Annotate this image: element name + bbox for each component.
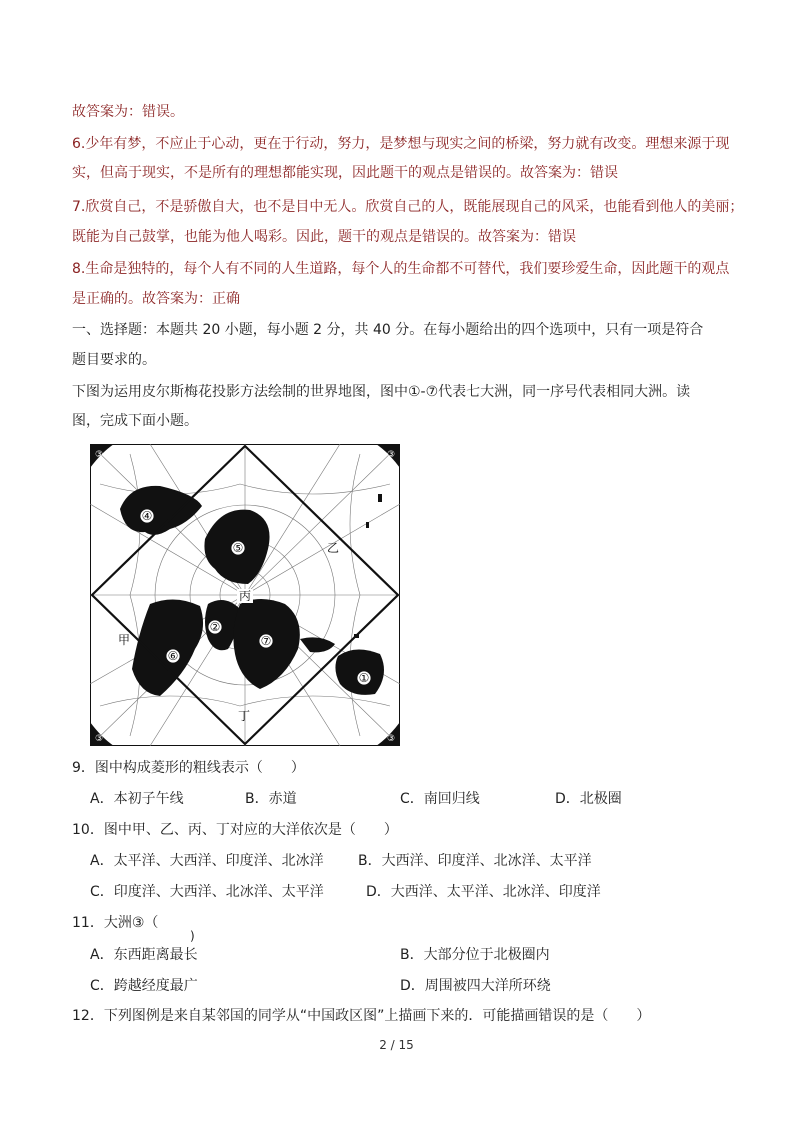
continent-label-5: ⑤ [232, 541, 244, 555]
continent-label-3-tr: ③ [386, 450, 396, 460]
continent-label-7: ⑦ [260, 634, 272, 648]
continent-label-3-br: ③ [386, 734, 396, 744]
world-map-figure [90, 444, 400, 746]
continent-label-3-bl: ③ [94, 734, 104, 744]
continent-label-2: ② [209, 620, 221, 634]
question-12-stem: 12．下列图例是来自某邻国的同学从“中国政区图”上描画下来的．可能描画错误的是（ ） [72, 1008, 651, 1024]
continent-label-3-tl: ③ [94, 450, 104, 460]
answer-line-0: 故答案为：错误。 [72, 104, 184, 120]
question-11-stem: 11．大洲③（ [72, 915, 159, 931]
q9-option-b[interactable]: B．赤道 [245, 791, 297, 807]
q10-option-b[interactable]: B．大西洋、印度洋、北冰洋、太平洋 [358, 853, 592, 869]
section-heading-line-1: 一、选择题：本题共 20 小题，每小题 2 分，共 40 分。在每小题给出的四个选项中，只有一项是符合 [72, 322, 704, 338]
q10-option-d[interactable]: D．大西洋、太平洋、北冰洋、印度洋 [366, 884, 601, 900]
q9-option-d[interactable]: D．北极圈 [555, 791, 622, 807]
answer-7-line-1: 7.欣赏自己，不是骄傲自大，也不是目中无人。欣赏自己的人，既能展现自己的风采，也能看到他人的美丽； [72, 199, 744, 215]
ocean-label-bing: 丙 [238, 589, 252, 603]
continent-label-4: ④ [141, 509, 153, 523]
q11-option-b[interactable]: B．大部分位于北极圈内 [400, 947, 550, 963]
answer-6-line-2: 实，但高于现实，不是所有的理想都能实现，因此题干的观点是错误的。故答案为：错误 [72, 165, 618, 181]
ocean-label-yi: 乙 [327, 541, 340, 555]
q10-option-c[interactable]: C．印度洋、大西洋、北冰洋、太平洋 [90, 884, 324, 900]
continent-label-6: ⑥ [167, 649, 179, 663]
q9-option-a[interactable]: A．本初子午线 [90, 791, 184, 807]
ocean-label-ding: 丁 [238, 709, 251, 723]
q9-option-c[interactable]: C．南回归线 [400, 791, 480, 807]
q11-option-d[interactable]: D．周围被四大洋所环绕 [400, 978, 551, 994]
answer-6-line-1: 6.少年有梦，不应止于心动，更在于行动，努力，是梦想与现实之间的桥梁，努力就有改变。理想来源于现 [72, 136, 730, 152]
q10-option-a[interactable]: A．太平洋、大西洋、印度洋、北冰洋 [90, 853, 324, 869]
answer-8-line-2: 是正确的。故答案为：正确 [72, 291, 240, 307]
ocean-label-jia: 甲 [118, 633, 131, 647]
question-9-stem: 9．图中构成菱形的粗线表示（ ） [72, 760, 305, 776]
q11-option-a[interactable]: A．东西距离最长 [90, 947, 198, 963]
question-10-stem: 10．图中甲、乙、丙、丁对应的大洋依次是（ ） [72, 822, 398, 838]
section-heading-line-2: 题目要求的。 [72, 352, 156, 368]
question-11-stem-close: ) [190, 929, 195, 943]
continent-label-1: ① [358, 671, 370, 685]
page-number: 2 / 15 [379, 1038, 414, 1052]
answer-7-line-2: 既能为自己鼓掌，也能为他人喝彩。因此，题干的观点是错误的。故答案为：错误 [72, 229, 576, 245]
intro-line-1: 下图为运用皮尔斯梅花投影方法绘制的世界地图，图中①-⑦代表七大洲，同一序号代表相同大洲。读 [72, 384, 691, 400]
q11-option-c[interactable]: C．跨越经度最广 [90, 978, 198, 994]
answer-8-line-1: 8.生命是独特的，每个人有不同的人生道路，每个人的生命都不可替代，我们要珍爱生命，因此题干的观点 [72, 261, 730, 277]
intro-line-2: 图，完成下面小题。 [72, 413, 198, 429]
